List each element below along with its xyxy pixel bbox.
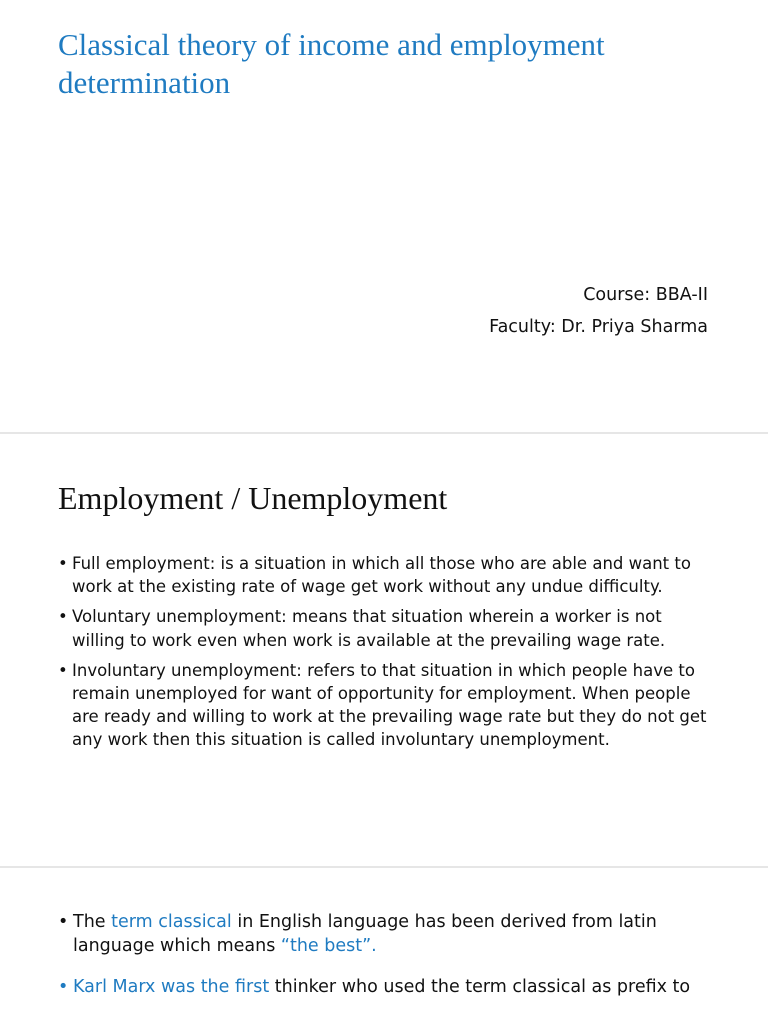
list-item	[58, 910, 728, 958]
course-info	[489, 280, 708, 344]
highlighted-term: Karl Marx was the first	[73, 977, 270, 997]
list-item-text: Full employment: is a situation in which all those who are able and want to work at the existing rate of wage get work without any undue difficulty.	[72, 554, 691, 597]
faculty-label: Faculty: Dr. Priya Sharma	[489, 317, 708, 337]
highlighted-term: term classical	[111, 912, 232, 932]
list-item	[58, 975, 728, 999]
section-title: Employment / Unemployment	[58, 480, 448, 516]
list-item	[58, 659, 718, 752]
bullet-icon: •	[58, 977, 69, 997]
fact-list	[58, 910, 728, 1016]
text-run: thinker who used the term classical as prefix to	[269, 977, 691, 997]
page-title: Classical theory of income and employment determination	[58, 27, 605, 100]
list-item-text: Voluntary unemployment: means that situation wherein a worker is not willing to work even when work is available at the prevailing wage rate.	[72, 607, 666, 650]
list-item	[58, 605, 718, 651]
slide-title	[0, 0, 768, 432]
bullet-icon: •	[58, 912, 69, 932]
course-label: Course: BBA-II	[583, 285, 708, 305]
list-item	[58, 552, 718, 598]
definition-list	[58, 552, 718, 759]
text-run: The	[73, 912, 112, 932]
slide-employment	[0, 434, 768, 866]
text-run: in English language has been derived from latin language which means	[73, 912, 657, 956]
bullet-icon: •	[58, 660, 68, 680]
list-item-text: Involuntary unemployment: refers to that situation in which people have to remain unemployed for want of opportunity for employment. When people are ready and willing to work at the prevailing wage rate but they do not get any work then this situation is called involuntary unemployment.	[72, 660, 707, 750]
bullet-icon: •	[58, 607, 68, 627]
slide-classical-term	[0, 868, 768, 1024]
bullet-icon: •	[58, 554, 68, 573]
highlighted-term: “the best”.	[280, 936, 377, 956]
